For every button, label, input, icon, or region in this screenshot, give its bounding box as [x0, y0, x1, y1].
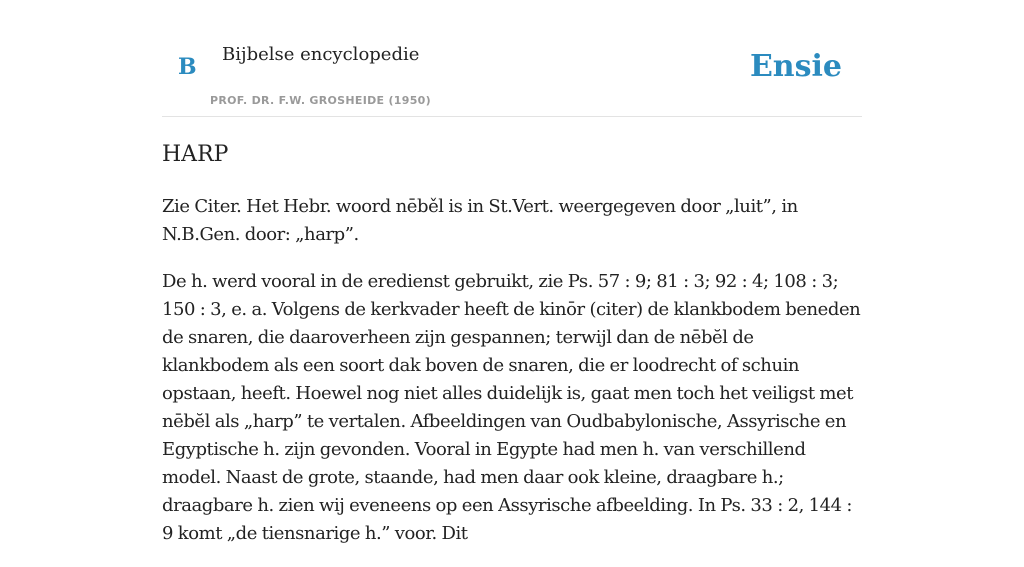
- book-header: [162, 0, 862, 117]
- article-title: HARP: [162, 142, 229, 167]
- book-logo-letter: B: [178, 54, 197, 80]
- book-title[interactable]: Bijbelse encyclopedie: [222, 44, 420, 65]
- article-paragraph: De h. werd vooral in de eredienst gebruikt, zie Ps. 57 : 9; 81 : 3; 92 : 4; 108 : 3; 150 : 3, e. a. Volgens de kerkvader heeft de kinōr (citer) de klankbodem beneden de snaren, die daaroverheen zijn gespannen; terwijl dan de nēbĕl de klankbodem als een soort dak boven de snaren, die er loodrecht of schuin opstaan, heeft. Hoewel nog niet alles duidelijk is, gaat men toch het veiligst met nēbĕl als „harp” te vertalen. Afbeeldingen van Oudbabylonische, Assyrische en Egyptische h. zijn gevonden. Vooral in Egypte had men h. van verschillend model. Naast de grote, staande, had men daar ook kleine, draagbare h.; draagbare h. zien wij eveneens op een Assyrische afbeelding. In Ps. 33 : 2, 144 : 9 komt „de tiensnarige h.” voor. Dit: [162, 271, 861, 544]
- article: [162, 140, 862, 567]
- book-author: PROF. DR. F.W. GROSHEIDE (1950): [210, 94, 431, 107]
- ensie-logo-link[interactable]: Ensie: [749, 49, 842, 84]
- article-paragraph: Zie Citer. Het Hebr. woord nēběl is in St.Vert. weergegeven door „luit”, in N.B.Gen. door: „harp”.: [162, 196, 798, 245]
